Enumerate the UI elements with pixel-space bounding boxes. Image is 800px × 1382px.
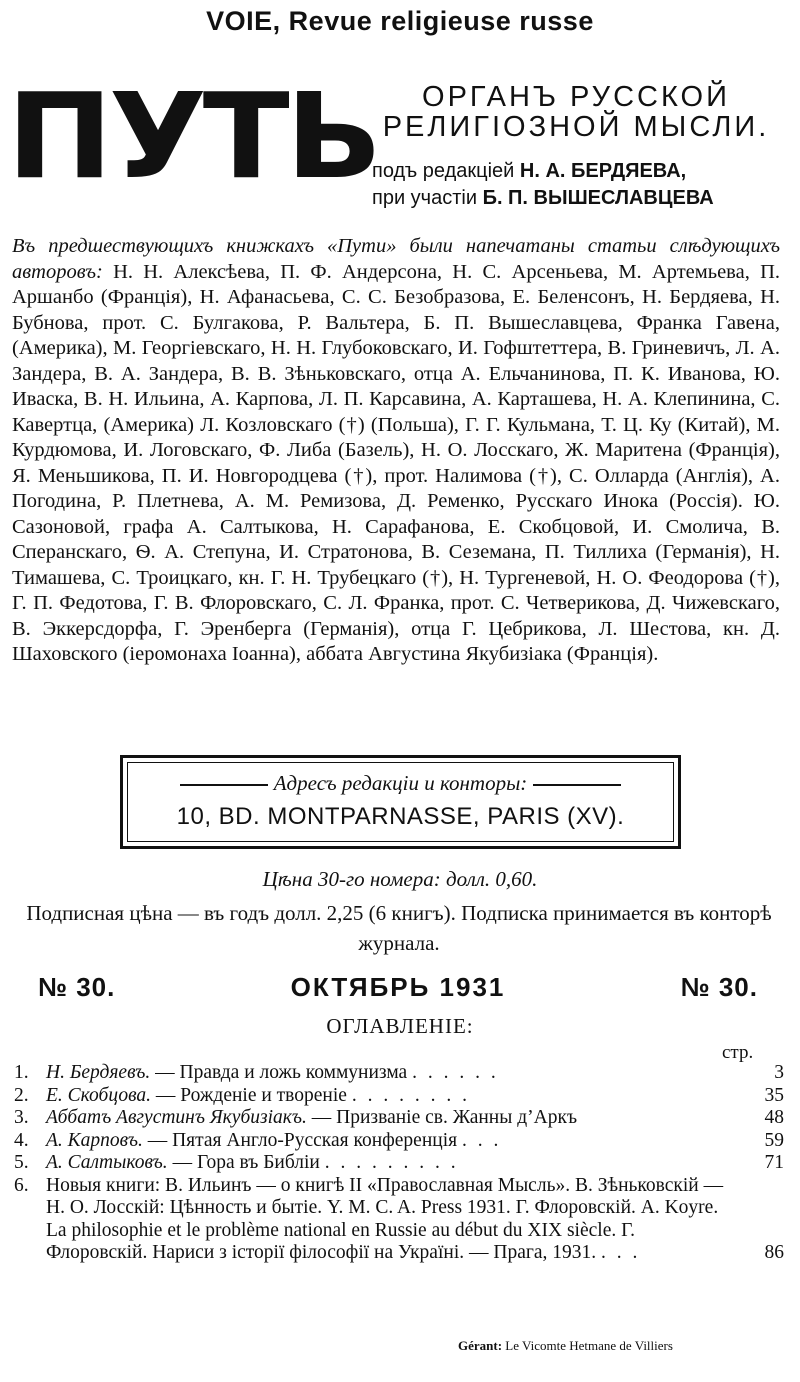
toc-item-page: 48 [764,1107,784,1128]
subtitle-line-2: РЕЛИГІОЗНОЙ МЫСЛИ. [382,111,770,143]
toc-item-title: — Правда и ложь коммунизма [155,1062,408,1083]
toc-item-author: А. Карповъ. [46,1129,143,1151]
toc-item-leader: . . . [601,1242,641,1263]
journal-subtitle [372,82,780,142]
editors-block [372,158,792,212]
participation-prefix: при участіи [372,187,477,209]
toc-item-page: 59 [764,1129,784,1151]
toc-item-number: 2. [14,1084,29,1106]
toc-item-page: 3 [774,1062,784,1083]
address-box [120,755,681,849]
issue-number-right: № 30. [680,972,758,1002]
toc-item-title: — Пятая Англо-Русская конференція [147,1129,458,1151]
issue-price: Цѣна 30-го номера: долл. 0,60. [262,867,538,891]
journal-french-title: VOIE, Revue religieuse russe [206,6,594,36]
toc-item-number: 6. [14,1174,29,1196]
participation-line [372,185,792,212]
toc-item-number: 1. [14,1062,29,1083]
toc-item-number: 4. [14,1129,29,1151]
address-box-inner [127,762,674,842]
issue-number-left: № 30. [38,972,116,1002]
issue-date: ОКТЯБРЬ 1931 [290,972,506,1002]
subscription-price: Подписная цѣна — въ годъ долл. 2,25 (6 книгъ). Подписка принимается въ конторѣ журнала. [26,901,772,955]
toc-item-author: Н. Бердяевъ. [46,1062,151,1083]
toc-item-page: 71 [764,1152,784,1173]
journal-title: ПУТЬ [6,67,379,205]
toc-item-author: А. Салтыковъ. [46,1152,168,1173]
toc-item-leader: . . . . . . . . [351,1084,470,1106]
rule-right [533,784,621,786]
authors-names: Н. Н. Алексѣева, П. Ф. Андерсона, Н. С. Арсеньева, М. Артемьева, П. Аршанбо (Франція), Н. Афанасьева, С. С. Безобразова, Е. Беленсонъ, Н. Бердяева, Н. Бубнова, прот. С. Булгакова, Р. Вальтера, Б. П. Вышеславцева, Франка Гавена, (Америка), М. Георгіевскаго, Н. Н. Глубоковскаго, И. Гофштеттера, В. Гриневичъ, Л. А. Зандера, В. А. Зандера, В. В. Зѣньковскаго, отца А. Ельчанинова, П. К. Иванова, Ю. Иваска, В. Н. Ильина, А. Карпова, Л. П. Карсавина, А. Карташева, Н. А. Клепинина, С. Кавертца, (Америка) Л. Козловскаго (†) (Польша), Г. Г. Кульмана, Т. Ц. Ку (Китай), М. Курдюмова, И. Логовскаго, Ф. Либа (Базель), Н. О. Лосскаго, Ж. Маритена (Франція), Я. Меньшикова, П. И. Новгородцева (†), прот. Налимова (†), С. Олларда (Англія), А. Погодина, Р. Плетнева, А. М. Ремизова, Д. Ременко, Русскаго Инока (Россія). Ю. Сазоновой, графа А. Салтыкова, Н. Сарафанова, Е. Скобцовой, И. Смолича, В. Сперанскаго, Ѳ. А. Степуна, И. Стратонова, В. Сеземана, П. Тиллиха (Германія), Н. Тимашева, С. Троицкаго, кн. Г. Н. Трубецкаго (†), Н. Тургеневой, Н. О. Феодорова (†), Г. П. Федотова, Г. В. Флоровскаго, С. Л. Франка, прот. С. Четверикова, Д. Чижевскаго, В. Эккерсдорфа, Г. Эренберга (Германія), отца Г. Цебрикова, Л. Шестова, кн. Д. Шаховского (іеромонаха Іоанна), аббата Августина Якубизіака (Франція). [12,260,780,665]
address-label: Адресъ редакціи и конторы: [273,771,528,795]
editor-line [372,158,792,185]
toc-item[interactable] [14,1085,784,1108]
gerant-name: Le Vicomte Hetmane de Villiers [505,1338,673,1353]
toc-item-leader: . . . [461,1129,502,1151]
toc-item-leader: . . . . . . [412,1062,499,1083]
toc-page-header: стр. [722,1042,754,1063]
rule-left [180,784,268,786]
toc-item[interactable] [14,1152,784,1175]
subtitle-line-1: ОРГАНЪ РУССКОЙ [422,81,730,113]
toc-item[interactable] [14,1175,784,1265]
toc-item[interactable] [14,1107,784,1130]
toc-item[interactable] [14,1130,784,1153]
editor-name: Н. А. БЕРДЯЕВА, [519,160,687,182]
table-of-contents [14,1062,784,1265]
authors-intro: Въ предшествующихъ книжкахъ «Пути» были напечатаны статьи слѣдующихъ авторовъ: [12,235,780,283]
toc-item-page: 35 [764,1084,784,1106]
authors-list [12,234,780,668]
editor-prefix: подъ редакціей [372,160,515,182]
gerant-label: Gérant: [458,1338,503,1353]
toc-item[interactable] [14,1062,784,1085]
gerant-line [458,1338,673,1354]
toc-item-leader: . . . . . . . . . [324,1152,459,1173]
toc-item-page: 86 [764,1242,784,1263]
toc-item-title: Новыя книги: В. Ильинъ — о книгѣ II «Православная Мысль». В. Зѣньковскій — Н. О. Лосскій: Цѣнность и бытіе. Y. M. C. A. Press 1931. Г. Флоровскій. А. Koyre. La philosophie et le problème national en Russie au début du XIX siècle. Г. Флоровскій. Нариси з історії філософії на Україні. — Прага, 1931. [46,1174,724,1263]
participation-name: Б. П. ВЫШЕСЛАВЦЕВА [482,187,714,209]
address-label-row [128,771,673,796]
address-value: 10, BD. MONTPARNASSE, PARIS (XV). [176,803,625,830]
toc-item-title: — Призваніе св. Жанны д’Аркъ [311,1107,578,1128]
toc-title: ОГЛАВЛЕНІЕ: [326,1014,474,1038]
toc-item-author: Аббатъ Августинъ Якубизіакъ. [46,1107,307,1128]
toc-item-title: — Гора въ Библіи [172,1152,320,1173]
toc-item-author: Е. Скобцова. [46,1084,152,1106]
toc-item-number: 3. [14,1107,29,1128]
toc-item-title: — Рожденіе и твореніе [155,1084,347,1106]
toc-item-number: 5. [14,1152,29,1173]
